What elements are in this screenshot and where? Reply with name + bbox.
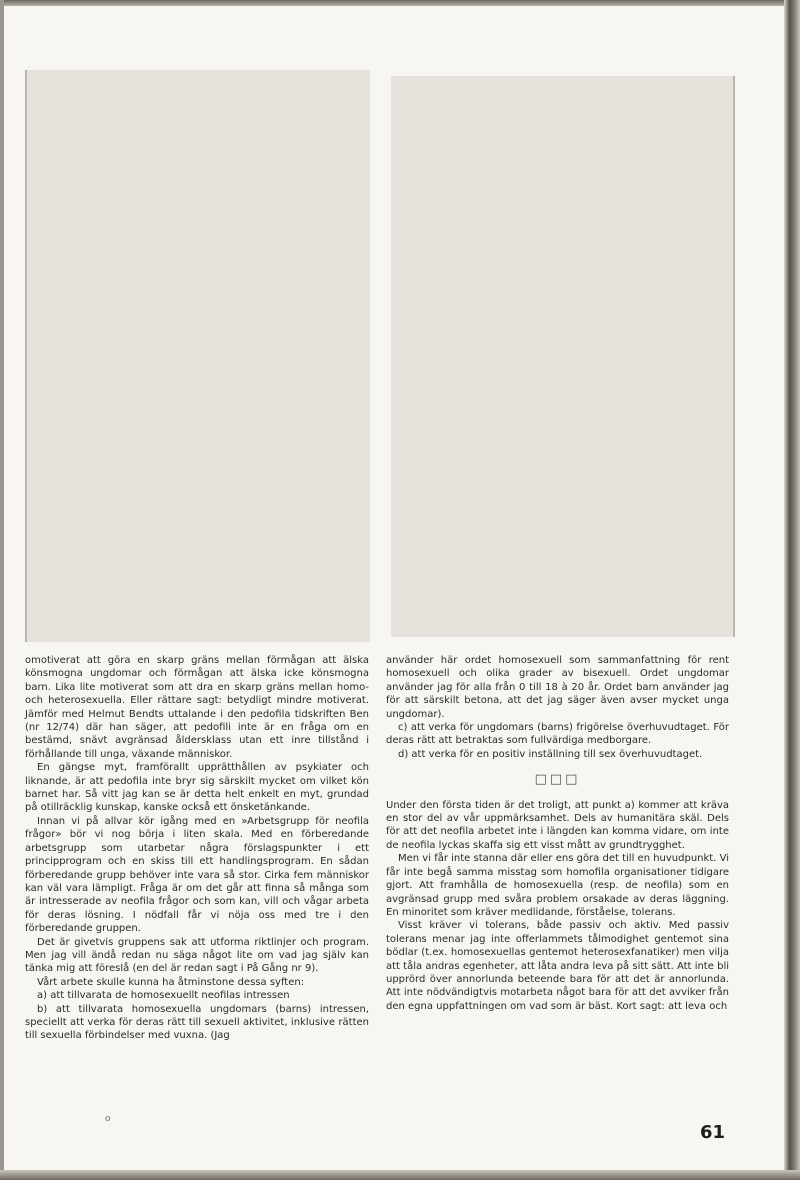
scan-edge-top [0,0,800,6]
left-text-column [25,654,369,1043]
paragraph: använder här ordet homosexuell som sammanfattning för rent homosexuell och olika grader av bisexuell. Ordet ungdomar använder jag för alla från 0 till 18 à 20 år. Ordet barn använder jag för att särskilt betona, att det jag säger även avser mycket unga ungdomar). [386,655,729,720]
right-text-column [386,654,729,1013]
paragraph: Innan vi på allvar kör igång med en »Arbetsgrupp för neofila frågor» bör vi nog börja i liten skala. Med en förberedande arbetsgrupp som utarbetar några förslagspunkter i ett principprogram och en skiss till ett handlingsprogram. En sådan förberedande grupp behöver inte vara så stor. Cirka fem människor kan väl vara lämpligt. Fråga är om det går att finna så många som är intresserade av neofila frågor och som kan, vill och vågar arbeta för deras lösning. I nödfall får vi nöja oss med tre i den förberedande gruppen. [25,815,369,935]
section-separator: □□□ [534,772,581,788]
paragraph: Men vi får inte stanna där eller ens göra det till en huvudpunkt. Vi får inte begå samma misstag som homofila organisationer tidigare gjort. Att framhålla de homosexuella (resp. de neofila) som en avgränsad grupp med svåra problem orsakade av deras läggning. En minoritet som kräver medlidande, förståelse, tolerans. [386,853,729,918]
scan-edge-bottom [0,1170,800,1180]
paragraph: Vårt arbete skulle kunna ha åtminstone dessa syften: [37,976,305,988]
list-item: b) att tillvarata homosexuella ungdomars (barns) intressen, speciellt att verka för deras rätt till sexuell aktivitet, inklusive rätten till sexuella förbindelser med vuxna. (Jag [25,1003,369,1042]
paragraph: omotiverat att göra en skarp gräns mellan förmågan att älska könsmogna ungdomar och förmågan att älska icke könsmogna barn. Lika lite motiverat som att dra en skarp gräns mellan homo- och heterosexuella. Eller rättare sagt: betydligt mindre motiverat. Jämför med Helmut Bendts uttalande i den pedofila tidskriften Ben (nr 12/74) där han säger, att pedofili inte är en fråga om en bestämd, snävt avgränsad åldersklass utan ett inre tillstånd i förhållande till unga, växande människor. [25,655,369,760]
scan-edge-right [784,0,800,1180]
paragraph: Visst kräver vi tolerans, både passiv och aktiv. Med passiv tolerans menar jag inte offerlammets tålmodighet gentemot sina bödlar (t.ex. homosexuellas gentemot heterosexfanatiker) men vilja att tåla andras egenheter, att låta andra leva på sitt sätt. Att inte bli upprörd över annorlunda beteende bara för att det är annorlunda. Att inte nödvändigtvis motarbeta något bara för att det avviker från den egna uppfattningen om vad som är bäst. Kort sagt: att leva och [386,920,729,1012]
list-item: a) att tillvarata de homosexuellt neofilas intressen [37,990,290,1002]
paragraph: Under den första tiden är det troligt, att punkt a) kommer att kräva en stor del av vår uppmärksamhet. Dels av humanitära skäl. Dels för att det neofila arbetet inte i längden kan komma vidare, om inte de neofila lyckas skaffa sig ett visst mått av grundtrygghet. [386,799,729,851]
list-item: c) att verka för ungdomars (barns) frigörelse överhuvudtaget. För deras rätt att betraktas som fullvärdiga medborgare. [386,722,729,747]
photo-placeholder-left [25,70,370,642]
page-number: 61 [700,1122,726,1143]
scan-edge-left [0,0,4,1180]
paragraph: En gängse myt, framförallt upprätthållen av psykiater och liknande, är att pedofila inte bryr sig särskilt mycket om vilket kön barnet har. Så vitt jag kan se är detta helt enkelt en myt, grundad på otillräcklig kunskap, kanske också ett önsketänkande. [25,762,369,814]
page-mark: o [105,1114,111,1124]
photo-placeholder-right [391,76,735,637]
list-item: d) att verka för en positiv inställning till sex överhuvudtaget. [398,748,703,760]
paragraph: Det är givetvis gruppens sak att utforma riktlinjer och program. Men jag vill ändå redan nu säga något lite om vad jag själv kan tänka mig att föreslå (en del är redan sagt i På Gång nr 9). [25,936,369,975]
